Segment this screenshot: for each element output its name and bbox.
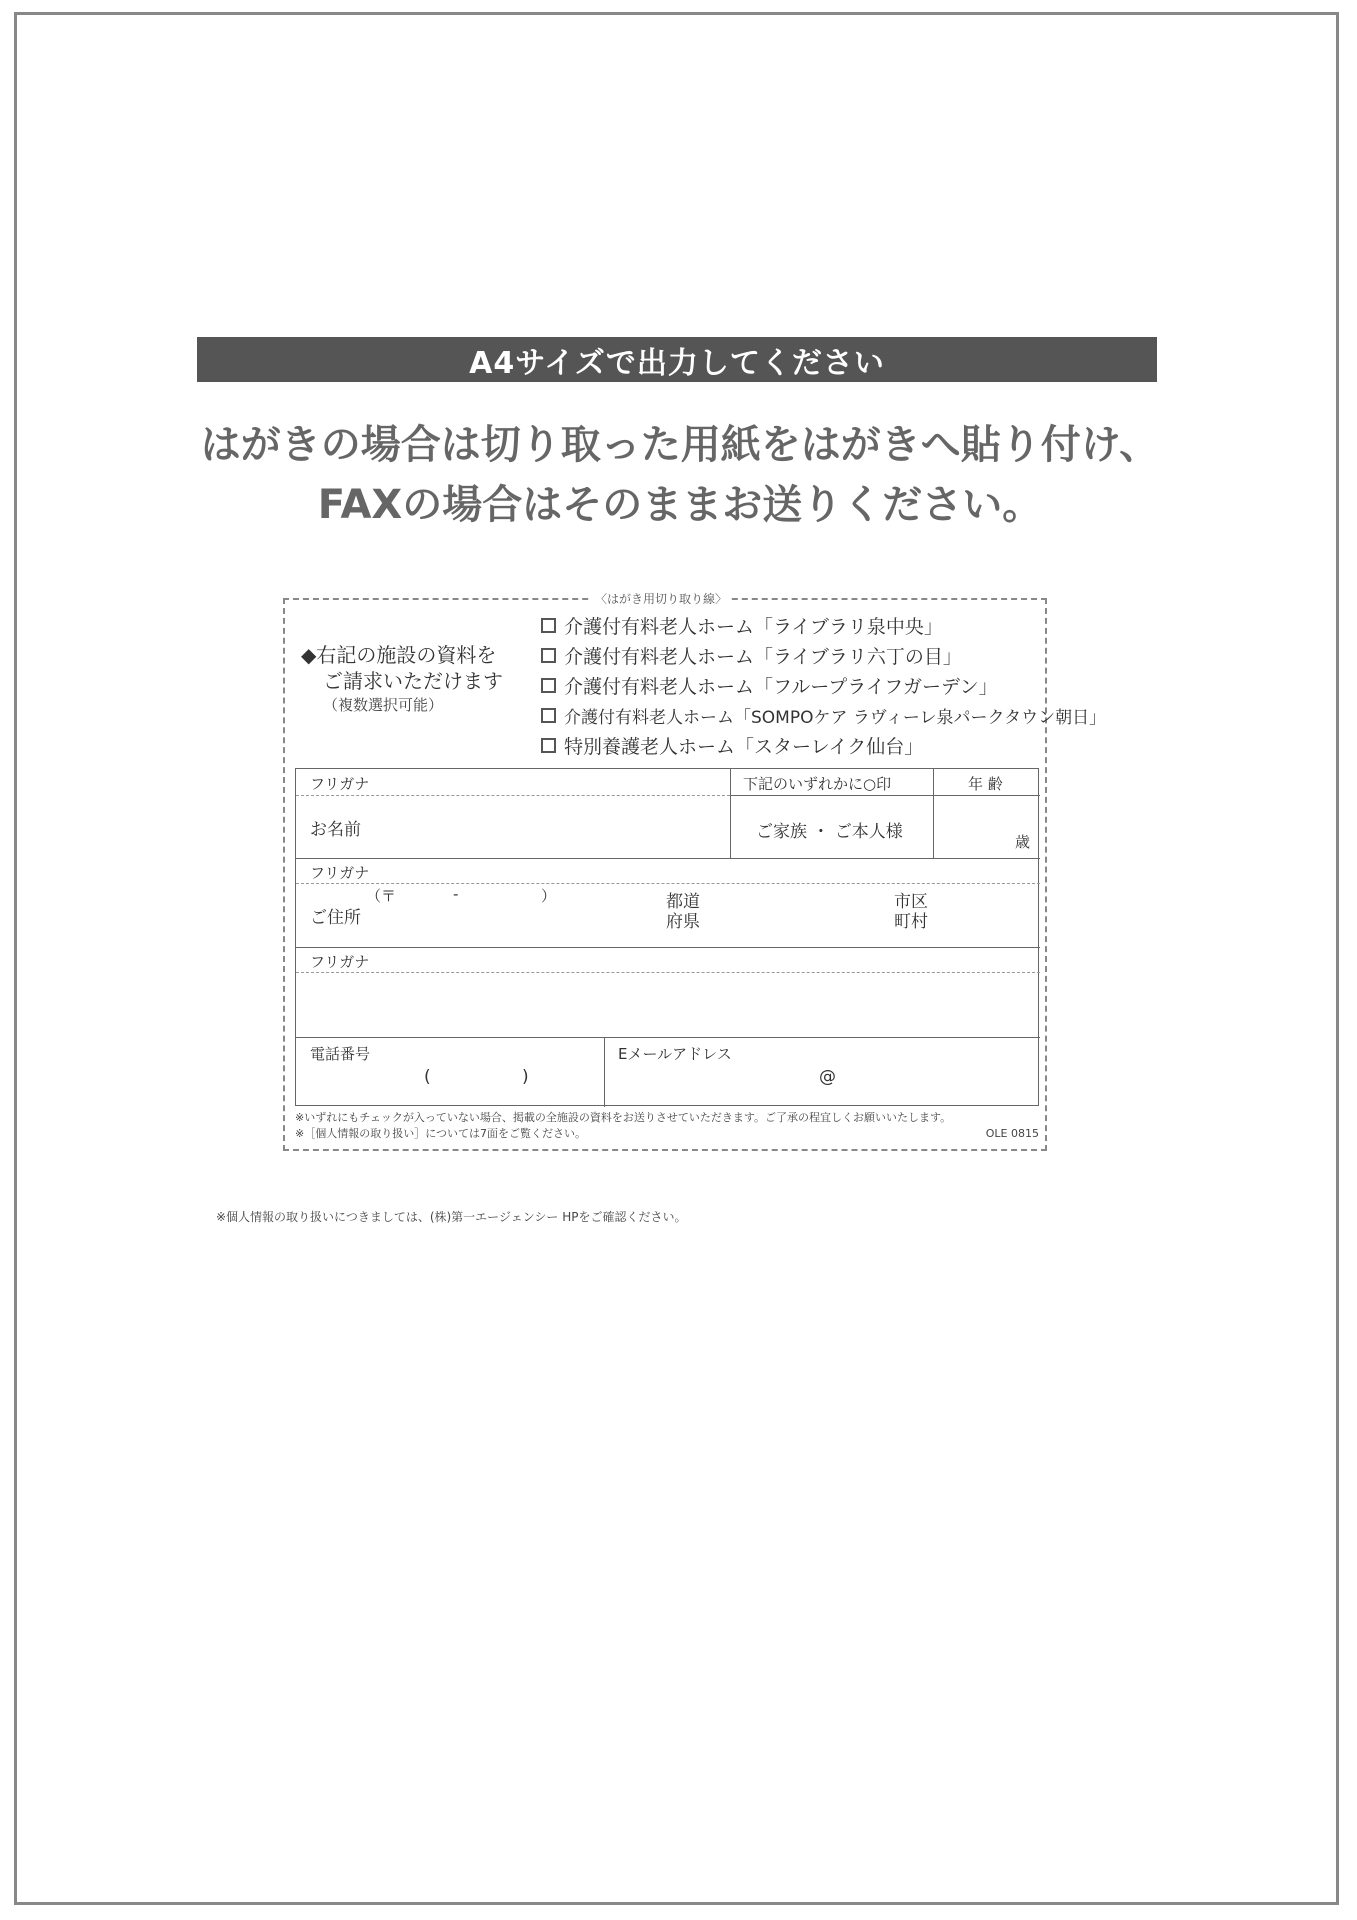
postal-dash: - xyxy=(453,885,459,903)
phone-label: 電話番号 xyxy=(310,1045,371,1063)
address-line-input[interactable] xyxy=(296,972,1040,1037)
email-at: @ xyxy=(819,1067,836,1087)
checkbox-icon[interactable] xyxy=(541,708,556,723)
name-label: お名前 xyxy=(310,820,361,840)
phone-input[interactable] xyxy=(296,1037,604,1107)
divider xyxy=(730,769,731,858)
checkbox-icon[interactable] xyxy=(541,648,556,663)
instruction-line-2: FAXの場合はそのままお送りください。 xyxy=(317,482,1043,528)
facility-label: 介護付有料老人ホーム「SOMPOケア ラヴィーレ泉パークタウン朝日」 xyxy=(564,707,1107,728)
print-size-banner: A4サイズで出力してください xyxy=(197,337,1157,382)
request-line-1: ◆右記の施設の資料を xyxy=(301,643,497,667)
facility-label: 介護付有料老人ホーム「フループライフガーデン」 xyxy=(564,675,998,698)
cut-line-label: 〈はがき用切り取り線〉 xyxy=(591,590,731,607)
prefecture-label-2: 府県 xyxy=(666,912,700,932)
facility-checklist xyxy=(541,610,1106,760)
mark-instruction: 下記のいずれかに○印 xyxy=(743,775,892,793)
postal-close: ） xyxy=(541,887,557,905)
multiple-choice-note: （複数選択可能） xyxy=(323,696,444,714)
request-heading xyxy=(301,642,503,716)
instruction-line-1: はがきの場合は切り取った用紙をはがきへ貼り付け、 xyxy=(200,422,1160,468)
postal-open: （〒 xyxy=(366,887,397,905)
city-label-1: 市区 xyxy=(894,892,928,912)
extra-furigana-label: フリガナ xyxy=(310,953,370,971)
facility-option[interactable] xyxy=(541,640,1106,670)
email-input[interactable] xyxy=(604,1037,1040,1107)
checkbox-icon[interactable] xyxy=(541,738,556,753)
age-input[interactable] xyxy=(933,795,1040,857)
request-postcard xyxy=(283,592,1107,1151)
facility-option[interactable] xyxy=(541,730,1106,760)
facility-label: 介護付有料老人ホーム「ライブラリ泉中央」 xyxy=(564,615,943,638)
facility-label: 介護付有料老人ホーム「ライブラリ六丁の目」 xyxy=(564,645,962,668)
phone-paren-close: ) xyxy=(522,1067,529,1087)
checkbox-icon[interactable] xyxy=(541,618,556,633)
divider xyxy=(296,858,1040,859)
city-label-2: 町村 xyxy=(894,912,928,932)
facility-option[interactable] xyxy=(541,700,1106,730)
prefecture-label-1: 都道 xyxy=(666,892,700,912)
applicant-form xyxy=(295,768,1039,1106)
email-label: Eメールアドレス xyxy=(618,1045,732,1063)
privacy-note: ※個人情報の取り扱いにつきましては、(株)第一エージェンシー HPをご確認ください。 xyxy=(216,1210,687,1224)
sending-instruction xyxy=(150,415,1210,535)
footnote-privacy: ※［個人情報の取り扱い］については7面をご覧ください。 xyxy=(295,1127,586,1140)
name-input[interactable] xyxy=(296,795,730,857)
request-line-2: ご請求いただけます xyxy=(323,669,503,693)
divider xyxy=(296,947,1040,948)
document-code: OLE 0815 xyxy=(985,1127,1039,1140)
facility-label: 特別養護老人ホーム「スターレイク仙台」 xyxy=(564,735,924,758)
facility-option[interactable] xyxy=(541,610,1106,640)
phone-paren-open: ( xyxy=(424,1067,431,1087)
age-label: 年 齢 xyxy=(968,775,1003,793)
name-furigana-label: フリガナ xyxy=(310,775,370,793)
footnote-unchecked: ※いずれにもチェックが入っていない場合、掲載の全施設の資料をお送りさせていただきます。ご了承の程宜しくお願いいたします。 xyxy=(295,1111,952,1124)
relation-options[interactable]: ご家族 ・ ご本人様 xyxy=(756,822,903,842)
checkbox-icon[interactable] xyxy=(541,678,556,693)
address-label: ご住所 xyxy=(310,908,361,928)
address-furigana-label: フリガナ xyxy=(310,864,370,882)
age-unit: 歳 xyxy=(1014,833,1030,851)
facility-option[interactable] xyxy=(541,670,1106,700)
address-input[interactable] xyxy=(296,883,1040,947)
card-footnotes xyxy=(295,1110,1039,1142)
